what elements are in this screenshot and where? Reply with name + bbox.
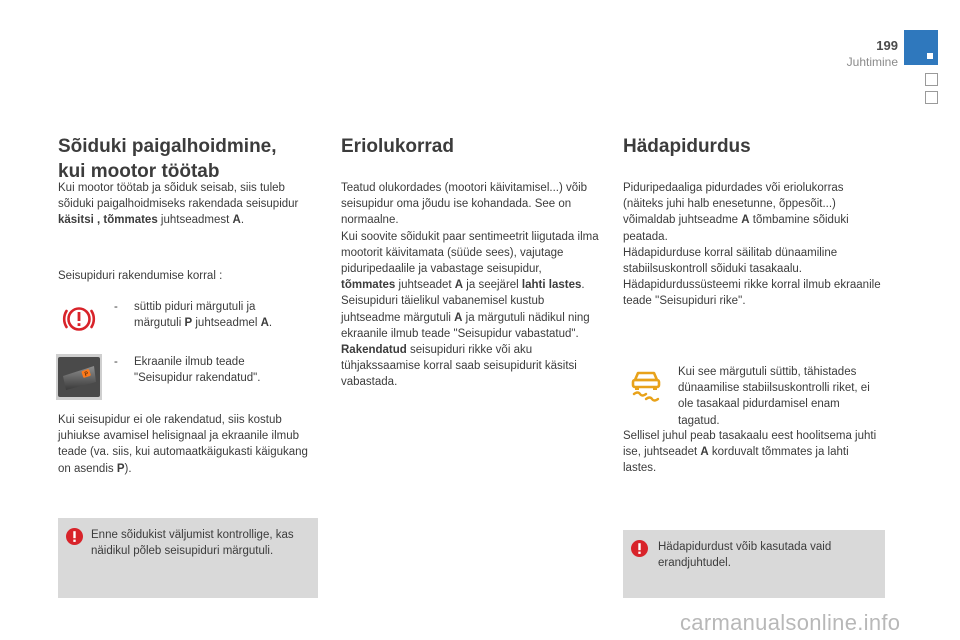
title-text: Hädapidurdus [623,136,751,157]
list-dash: - [114,301,118,313]
list-item [134,354,324,386]
title-line: kui mootor töötab [58,161,220,182]
text: . [240,214,245,227]
chapter-tab-active[interactable] [904,30,938,65]
text: Kui mootor töötab ja sõiduk seisab, siis tuleb sõiduki paigalhoidmiseks rakendada seisupidur [58,182,299,211]
paragraph: Hädapidurduse korral säilitab dünaamiline stabiilsuskontroll sõiduki tasakaalu. [623,246,838,276]
esp-failure-paragraph [623,428,881,477]
paragraph: Hädapidurdussüsteemi rikke korral ilmub ekraanile teade ''Seisupiduri rike''. [623,279,881,308]
text: Piduripedaaliga pidurdades või eriolukorras (näiteks juhi halb enesetunne, õppesõit...) võimaldab juhtseadme [623,182,844,227]
page-number: 199 [876,38,898,53]
paragraph: Teatud olukordades (mootori käivitamisel...) võib seisupidur oma jõudu ise kohandada. See on normaalne. [341,182,588,227]
paragraph [341,229,599,342]
warning-icon [66,528,83,545]
text: . Seisupiduri täielikul vabanemisel kustub juhtseadme märgutuli [341,279,585,324]
bold-text: tõmmates [341,279,396,292]
text: korduvalt tõmmates ja lahti lastes. [623,446,849,475]
text: juhtseadmel [192,317,261,330]
paragraph [341,342,599,391]
bold-text: A [260,317,269,330]
activation-heading: Seisupiduri rakendumise korral : [58,270,223,282]
chapter-tab-empty[interactable] [925,91,938,104]
emergency-braking-text [623,180,881,310]
text: tõmbamine sõiduki peatada. [623,214,849,243]
text: . [268,317,273,330]
text: Sellisel juhul peab tasakaalu eest hoolitsema juhti ise, juhtseadet [623,430,877,459]
section-title-special [341,134,603,159]
buzzer-paragraph [58,412,308,477]
text: Ekraanile ilmub teade [134,356,245,368]
chapter-tab-empty[interactable] [925,73,938,86]
note-text: Hädapidurdust võib kasutada vaid erandjuhtudel. [658,541,832,570]
text: juhtseadet [395,279,455,292]
bold-text: käsitsi , tõmmates [58,214,158,227]
bold-text: A [454,311,463,324]
list-dash: - [114,356,118,368]
title-line: Sõiduki paigalhoidmine, [58,136,277,157]
text: märgutuli [134,317,185,330]
text: Kui soovite sõidukit paar sentimeetrit liigutada ilma mootorit käivitamata (süüde sees), vajutage piduripedaalile ja vabastage seisupidur, [341,230,599,276]
svg-text:P: P [83,370,90,379]
text: "Seisupidur rakendatud". [134,372,261,385]
text: juhtseadmest [157,214,233,227]
brake-warning-icon [58,298,100,340]
text: süttib piduri märgutuli ja [134,301,256,313]
text: ). [124,462,132,475]
note-box [623,530,885,598]
text: Kui seisupidur ei ole rakendatud, siis kostub juhiukse avamisel helisignaal ja ekraanile ilmub teade (va. siis, kui automaatkäigukasti käigukang on asendis [58,414,308,475]
esp-warning-text: Kui see märgutuli süttib, tähistades dünaamilise stabiilsuskontrolli riket, ei ole tasakaal pidurdamisel enam tagatud. [678,366,870,427]
bold-text: lahti lastes [521,279,582,292]
text: seisupiduri rikke või aku tühjakssaamise korral saab seisupidurit käsitsi vabastada. [341,344,577,389]
note-text: Enne sõidukist väljumist kontrollige, kas näidikul põleb seisupiduri märgutuli. [91,529,294,558]
bold-text: P [184,317,193,330]
square-icon [927,53,933,59]
intro-paragraph [58,180,320,229]
section-title-parking [58,134,320,184]
list-item [134,299,324,331]
text: ja märgutuli nädikul ning ekraanile ilmub teade "Seisupidur vabastatud". [341,311,590,340]
special-situations-text [341,180,599,391]
text: ja seejärel [463,279,522,292]
chapter-title: Juhtimine [846,55,898,69]
watermark: carmanualsonline.info [680,610,901,635]
bold-text: A [232,214,241,227]
paragraph [623,180,881,245]
bold-text: P [116,462,125,475]
section-title-emergency [623,134,885,159]
title-text: Eriolukorrad [341,136,454,157]
bold-text: Rakendatud [341,344,407,357]
bold-text: A [700,446,709,459]
parking-brake-switch-icon [56,354,102,400]
bold-text: A [741,214,750,227]
stability-control-icon [626,364,666,404]
bold-text: A [454,279,464,292]
note-box [58,518,318,598]
warning-icon [631,540,648,557]
